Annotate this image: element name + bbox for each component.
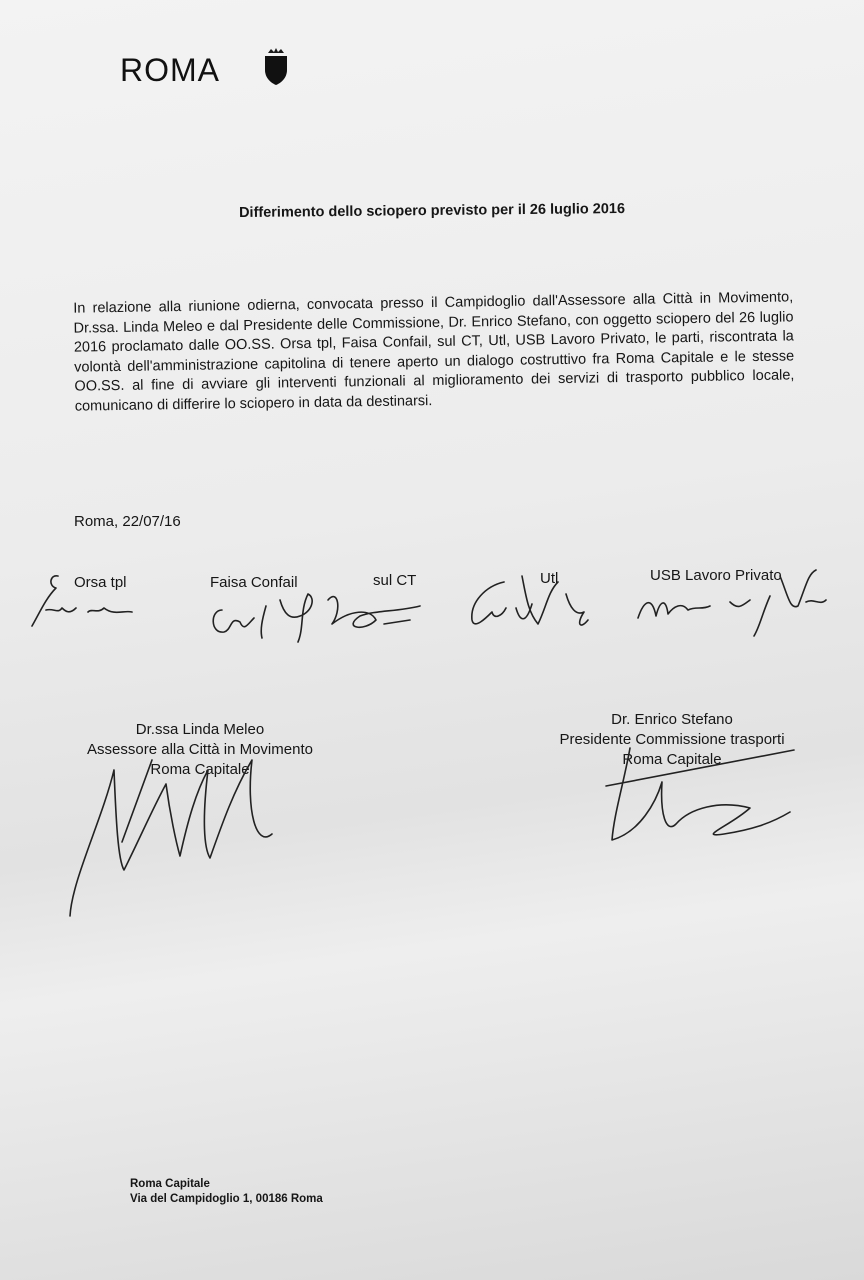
logo-text: ROMA [120, 52, 220, 88]
official-left-role: Assessore alla Città in Movimento [87, 741, 313, 758]
official-right-entity: Roma Capitale [622, 751, 722, 768]
footer-address [130, 1177, 323, 1207]
signatory-label-sulct: sul CT [373, 572, 417, 589]
signature-usb [630, 566, 830, 642]
signatory-label-usb: USB Lavoro Privato [650, 567, 782, 584]
signature-faisa [200, 580, 430, 646]
roma-crest-icon [262, 48, 290, 86]
signature-utl [462, 568, 612, 638]
official-right-name: Dr. Enrico Stefano [611, 711, 733, 728]
roma-logo [120, 52, 290, 89]
signature-orsa [28, 568, 138, 632]
signature-meleo [62, 730, 292, 920]
signatory-label-faisa: Faisa Confail [210, 574, 298, 591]
date-line: Roma, 22/07/16 [74, 513, 181, 530]
official-left-entity: Roma Capitale [150, 761, 250, 778]
official-right-role: Presidente Commissione trasporti [559, 731, 785, 748]
body-paragraph: In relazione alla riunione odierna, convocata presso il Campidoglio dall'Assessore alla Città in Movimento, Dr.ssa. Linda Meleo e dal Presidente delle Commissione, Dr. Enrico Stefano, con oggetto sciopero del 26 luglio 2016 proclamato dalle OO.SS. Orsa tpl, Faisa Confail, sul CT, Utl, USB Lavoro Privato, le parti, riscontrata la volontà dell'amministrazione capitolina di tenere aperto un dialogo costruttivo fra Roma Capitale e le stesse OO.SS. al fine di avviare gli interventi funzionali al miglioramento dei servizi di trasporto pubblico locale, comunicano di differire lo sciopero in data da destinarsi. [73, 289, 795, 415]
official-left-name: Dr.ssa Linda Meleo [135, 721, 265, 738]
footer-line2: Via del Campidoglio 1, 00186 Roma [130, 1193, 323, 1205]
document-title: Differimento dello sciopero previsto per il 26 luglio 2016 [238, 200, 626, 222]
signatory-label-utl: Utl [540, 570, 559, 587]
footer-line1: Roma Capitale [130, 1178, 210, 1190]
signature-stefano [600, 742, 800, 846]
signatory-label-orsa: Orsa tpl [74, 574, 127, 591]
